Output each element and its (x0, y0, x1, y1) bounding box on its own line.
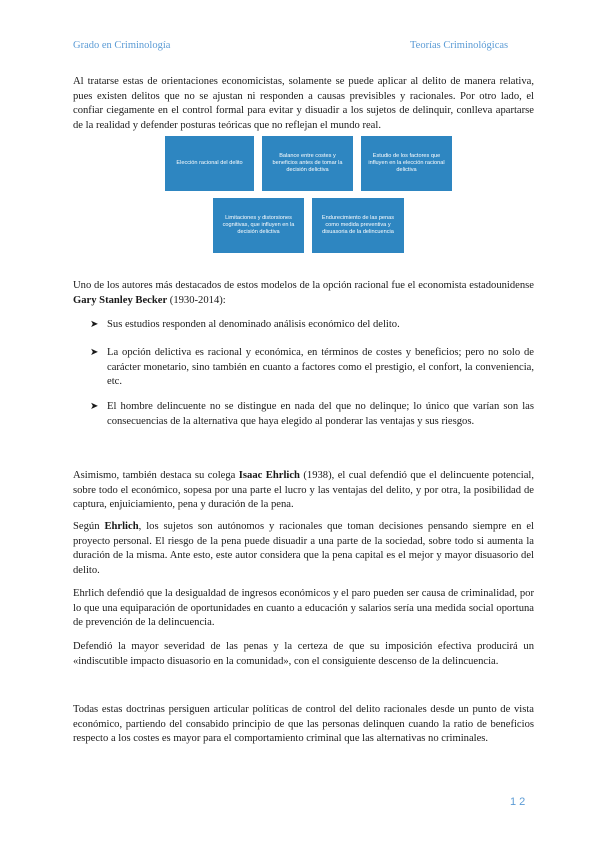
paragraph-7: Todas estas doctrinas persiguen articular políticas de control del delito racionales desde un punto de vista económico, partiendo del consabido principio de que las personas delinquen cuando la ratio de beneficios respecto a los costes es mayor para el comportamiento criminal que las alternativas no criminales. (73, 704, 534, 745)
bullet-item-2: La opción delictiva es racional y económica, en términos de costes y beneficios; pero no solo de carácter monetario, sino también en cuanto a factores como el prestigio, el confort, la conveniencia, etc. (107, 347, 534, 388)
bullet-item-3: El hombre delincuente no se distingue en nada del que no delinque; lo único que varían son las consecuencias de la alternativa que haya elegido al ponderar las ventajas y sus riesgos. (107, 401, 534, 427)
diagram-box-3: Estudio de los factores que influyen en la elección racional delictiva (361, 136, 452, 191)
diagram-box-2: Balance entre costes y beneficios antes de tomar la decisión delictiva (262, 136, 353, 191)
bullet-arrow-icon: ➤ (90, 319, 99, 330)
page-number: 1 2 (510, 796, 526, 808)
paragraph-3 (73, 469, 534, 513)
paragraph-6: Defendió la mayor severidad de las penas y la certeza de que su imposición efectiva producirá un «indiscutible impacto disuasorio en la comunidad», con el consiguiente descenso de la delincuencia. (73, 641, 534, 667)
paragraph-5: Ehrlich defendió que la desigualdad de ingresos económicos y el paro pueden ser causa de criminalidad, por lo que una equiparación de oportunidades en cuanto a educación y salarios sería una medida social oportuna de prevención de la delincuencia. (73, 588, 534, 629)
header-right: Teorías Criminológicas (410, 40, 509, 51)
diagram-box-4: Limitaciones y distorsiones cognitivas, que influyen en la decisión delictiva (213, 198, 304, 253)
paragraph-4 (73, 520, 534, 578)
diagram-box-5: Endurecimiento de las penas como medida preventiva y disuasoria de la delincuencia (312, 198, 404, 253)
header-left: Grado en Criminología (73, 40, 171, 51)
paragraph-4-text-b: , los sujetos son autónomos y racionales que toman decisiones pensando siempre en el proyecto personal. El riesgo de la pena puede disuadir a una parte de la sociedad, sobre todo si aumenta la duración de la misma. Ante esto, este autor considera que la pena capital es el mejor y mayor disuasorio del delito. (73, 521, 534, 576)
author-ehrlich: Isaac Ehrlich (238, 470, 300, 481)
bullet-item-1: Sus estudios responden al denominado análisis económico del delito. (107, 319, 400, 330)
bullet-arrow-icon: ➤ (90, 401, 99, 412)
paragraph-3-text-a: Asimismo, también destaca su colega (73, 470, 239, 481)
paragraph-3-text-b: (1938), el cual defendió que el delincuente potencial, sobre todo el económico, sopesa por una parte el lucro y las ventajas del delito, y por otra, la posibilidad de captura, enjuiciamiento, pena y duración de la pena. (73, 470, 534, 511)
diagram-box-1: Elección racional del delito (165, 136, 254, 191)
author-becker: Gary Stanley Becker (73, 294, 168, 306)
paragraph-1: Al tratarse estas de orientaciones economicistas, solamente se puede aplicar al delito de manera relativa, pues existen delitos que no se ajustan ni responden a causas previsibles y racionales. Por otro lado, el confiar ciegamente en el control formal para evitar y disuadir a los sujetos de delinquir, conlleva apartarse de la realidad y defender posturas teóricas que no reflejan el mundo real. (73, 76, 534, 131)
paragraph-4-text-a: Según (73, 521, 105, 532)
paragraph-2 (73, 279, 534, 308)
paragraph-2-text-a: Uno de los autores más destacados de estos modelos de la opción racional fue el economista estadounidense (73, 280, 534, 291)
paragraph-2-text-b: (1930-2014): (167, 294, 226, 306)
bullet-arrow-icon: ➤ (90, 347, 99, 358)
author-ehrlich-2: Ehrlich (104, 521, 139, 532)
